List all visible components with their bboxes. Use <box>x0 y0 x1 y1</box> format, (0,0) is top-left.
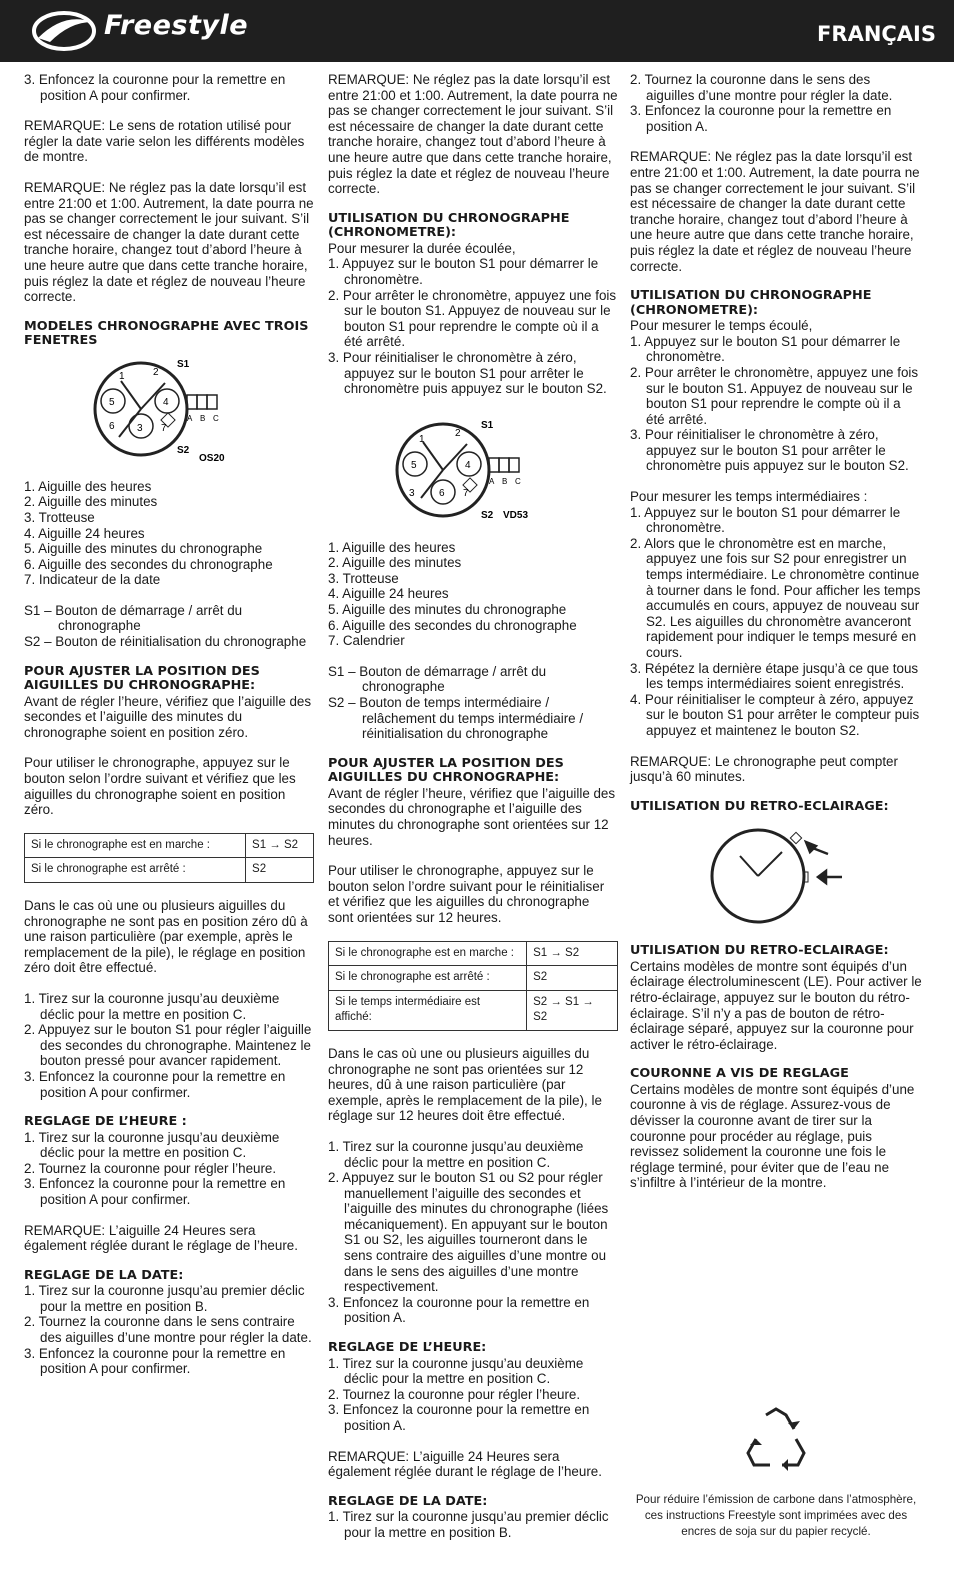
list-item: 2. Aiguille des minutes <box>24 494 158 510</box>
hand-number: 2 <box>455 427 461 439</box>
list-item: 2. Pour arrêter le chronomètre, appuyez une fois sur le bouton S1. Appuyez de nouveau sur le bouton S1 pour reprendre le compte où il a été arrêté. <box>630 364 919 427</box>
table-cell: S1 → S2 <box>527 941 618 966</box>
heading-models: MODELES CHRONOGRAPHE AVEC TROIS FENETRES <box>24 318 309 349</box>
list-item: 6. Aiguille des secondes du chronographe <box>328 617 577 633</box>
hand-number: 2 <box>153 366 159 378</box>
heading-backlight: UTILISATION DU RETRO-ECLAIRAGE: <box>630 798 889 814</box>
list-item: S2 – Bouton de réinitialisation du chronographe <box>24 634 307 650</box>
s2-label: S2 <box>177 444 190 456</box>
model-label: OS20 <box>199 452 225 464</box>
s2-label: S2 <box>481 509 494 521</box>
list-item: 2. Pour arrêter le chronomètre, appuyez une fois sur le bouton S1. Appuyez de nouveau sur le bouton S1 pour reprendre le compte où il a été arrêté. <box>328 287 617 350</box>
table-cell: Si le chronographe est arrêté : <box>25 858 246 883</box>
s1-label: S1 <box>177 358 190 370</box>
list-item: S1 – Bouton de démarrage / arrêt du chronographe <box>24 602 243 634</box>
crown-position: A <box>187 413 193 423</box>
list-item: 5. Aiguille des minutes du chronographe <box>24 541 263 557</box>
note-60: REMARQUE: Le chronographe peut compter jusqu’à 60 minutes. <box>630 753 898 785</box>
list-item: 3. Enfoncez la couronne pour la remettre en position A pour confirmer. <box>24 1345 286 1377</box>
list-item: S2 – Bouton de temps intermédiaire / relâchement du temps intermédiaire / réinitialisation du chronographe <box>328 695 584 742</box>
list-item: 4. Aiguille 24 heures <box>24 525 145 541</box>
list-item: 7. Calendrier <box>328 633 405 649</box>
paragraph: Pour mesurer les temps intermédiaires : <box>630 489 868 505</box>
note-date: REMARQUE: Ne réglez pas la date lorsqu’il est entre 21:00 et 1:00. Autrement, la date pourra ne pas se changer correctement le jour suivant. S’il est nécessaire de changer la date durant cette tranche horaire, changez tout d’abord l’heure à une heure autre que dans cette tranche horaire, puis réglez la date et réglez de nouveau l’heure correcte. <box>328 72 618 197</box>
list-item: 1. Tirez sur la couronne jusqu’au premier déclic pour la mettre en position B. <box>24 1283 305 1314</box>
list-item: S1 – Bouton de démarrage / arrêt du chronographe <box>328 663 547 695</box>
list-item: 5. Aiguille des minutes du chronographe <box>328 602 567 618</box>
list-item: 1. Aiguille des heures <box>328 539 456 555</box>
hand-number: 1 <box>419 433 425 445</box>
paragraph: Pour mesurer le temps écoulé, <box>630 318 813 334</box>
crown-position: B <box>502 476 508 486</box>
paragraph: Dans le cas où une ou plusieurs aiguilles du chronographe ne sont pas orientées sur 12 heures, dû à une raison particulière (par exemple, après le remplacement de la pile), le réglage sur 12 heures doit être effectué. <box>328 1045 602 1124</box>
page-header <box>0 0 954 62</box>
heading-date: REGLAGE DE LA DATE: <box>24 1267 184 1283</box>
recycle-icon <box>736 1405 816 1481</box>
paragraph: Certains modèles de montre sont équipés d’un éclairage électroluminescent (LE). Pour activer le rétro-éclairage, appuyez sur le bouton du rétro-éclairage. S’il n’y a pas de bouton de rétro-éclairage séparé, appuyez sur la couronne pour activer le rétro-éclairage. <box>630 958 922 1052</box>
list-item: 3. Enfoncez la couronne pour la remettre en position A pour confirmer. <box>24 72 286 103</box>
paragraph: Pour utiliser le chronographe, appuyez sur le bouton selon l’ordre suivant et vérifiez que les aiguilles du chronographe soient en position zéro. <box>24 755 296 818</box>
crown-position: B <box>200 413 206 423</box>
list-item: 1. Appuyez sur le bouton S1 pour démarrer le chronomètre. <box>630 333 901 365</box>
brand-name: Freestyle <box>104 10 249 41</box>
list-item: 1. Tirez sur la couronne jusqu’au deuxième déclic pour la mettre en position C. <box>24 1129 280 1161</box>
list-item: 3. Enfoncez la couronne pour la remettre en position A pour confirmer. <box>24 1068 286 1100</box>
column-1 <box>24 72 314 1392</box>
model-label: VD53 <box>503 509 529 521</box>
column-2 <box>328 72 618 1555</box>
s1-label: S1 <box>481 419 494 431</box>
table-cell: S1 → S2 <box>246 833 314 858</box>
list-item: 1. Appuyez sur le bouton S1 pour démarrer le chronomètre. <box>630 504 901 536</box>
backlight-watch-icon <box>696 816 856 934</box>
list-item: 2. Tournez la couronne dans le sens contraire des aiguilles d’une montre pour régler la date. <box>24 1314 312 1346</box>
hand-number: 7 <box>463 487 469 499</box>
heading-time: REGLAGE DE L’HEURE: <box>328 1340 487 1356</box>
hand-number: 1 <box>119 370 125 382</box>
paragraph: Avant de régler l’heure, vérifiez que l’aiguille des secondes et l’aiguille des minutes du chronographe soient en position zéro. <box>24 693 312 740</box>
list-item: 1. Aiguille des heures <box>24 478 152 494</box>
crown-position: C <box>515 476 521 486</box>
list-item: 1. Tirez sur la couronne jusqu’au premier déclic pour la mettre en position B. <box>328 1509 609 1540</box>
list-item: 1. Tirez sur la couronne jusqu’au deuxième déclic pour la mettre en position C. <box>328 1355 584 1387</box>
language-label: FRANÇAIS <box>817 22 936 46</box>
list-item: 3. Enfoncez la couronne pour la remettre en position A pour confirmer. <box>24 1176 286 1207</box>
hand-number: 3 <box>409 487 415 499</box>
list-item: 4. Pour réinitialiser le compteur à zéro, appuyez sur le bouton S1 pour arrêter le compteur puis appuyez et maintenez le bouton S2. <box>630 691 920 738</box>
list-item: 2. Tournez la couronne dans le sens des aiguilles d’une montre pour régler la date. <box>630 72 893 103</box>
watch-diagram-os20 <box>69 351 269 469</box>
list-item: 1. Tirez sur la couronne jusqu’au deuxième déclic pour la mettre en position C. <box>328 1138 584 1170</box>
list-item: 2. Tournez la couronne pour régler l’heure. <box>24 1160 277 1176</box>
table-cell: Si le temps intermédiaire est affiché: <box>329 990 527 1030</box>
list-item: 2. Tournez la couronne pour régler l’heure. <box>328 1386 581 1402</box>
hand-number: 5 <box>411 459 417 471</box>
list-item: 1. Tirez sur la couronne jusqu’au deuxième déclic pour la mettre en position C. <box>24 990 280 1022</box>
recycle-block <box>630 1405 922 1540</box>
note-date: REMARQUE: Ne réglez pas la date lorsqu’il est entre 21:00 et 1:00. Autrement, la date pourra ne pas se changer correctement le jour suivant. S’il est nécessaire de changer la date durant cette tranche horaire, changez tout d’abord l’heure à une heure autre que dans cette tranche horaire, puis réglez la date et réglez de nouveau l’heure correcte. <box>24 179 314 305</box>
button-order-table <box>328 941 618 1031</box>
list-item: 2. Appuyez sur le bouton S1 pour régler l’aiguille des secondes du chronographe. Maintenez le bouton pressé pour avancer rapidement. <box>24 1022 312 1069</box>
table-row <box>25 833 314 858</box>
list-item: 2. Appuyez sur le bouton S1 ou S2 pour régler manuellement l’aiguille des secondes et l’aiguille des minutes du chronographe (liées mécaniquement). En appuyant sur le bouton S1 ou S2, les aiguilles tourneront dans le sens contraire des aiguilles d’une montre ou dans le sens des aiguilles d’une montre respectivement. <box>328 1170 609 1295</box>
list-item: 4. Aiguille 24 heures <box>328 586 449 602</box>
hand-number: 6 <box>439 487 445 499</box>
list-item: 1. Appuyez sur le bouton S1 pour démarrer le chronomètre. <box>328 256 599 287</box>
paragraph: Certains modèles de montre sont équipés d’une couronne à vis de réglage. Assurez-vous de dévisser la couronne avant de tirer sur la couronne pour procéder au réglage, puis revissez solidement la couronne une fois le réglage terminé, pour éviter que de l’eau ne s’infiltre à l’intérieur de la montre. <box>630 1081 915 1191</box>
list-item: 3. Trotteuse <box>328 570 399 586</box>
table-cell: Si le chronographe est en marche : <box>25 833 246 858</box>
list-item: 3. Enfoncez la couronne pour la remettre en position A. <box>328 1402 590 1433</box>
list-item: 3. Pour réinitialiser le chronomètre à zéro, appuyez sur le bouton S1 pour arrêter le chronomètre puis appuyez sur le bouton S2. <box>630 427 909 474</box>
list-item: 2. Alors que le chronomètre est en marche, appuyez une fois sur S2 pour enregistrer un temps intermédiaire. Le chronomètre continue à tourner dans le fond. Pour afficher les temps accumulés en cours, appuyez de nouveau sur S2. Les aiguilles du chronomètre avanceront rapidement pour indiquer le temps mesuré en cours. <box>630 535 921 660</box>
table-cell: S2 <box>246 858 314 883</box>
watch-diagram-vd53 <box>363 412 583 530</box>
heading-adjust: POUR AJUSTER LA POSITION DES AIGUILLES DU CHRONOGRAPHE: <box>24 663 260 694</box>
hand-number: 4 <box>163 396 169 408</box>
paragraph: Pour utiliser le chronographe, appuyez sur le bouton selon l’ordre suivant pour le réinitialiser et vérifiez que les aiguilles du chronographe sont orientées sur 12 heures. <box>328 863 605 925</box>
table-cell: Si le chronographe est en marche : <box>329 941 527 966</box>
table-cell: Si le chronographe est arrêté : <box>329 966 527 991</box>
table-cell: S2 → S1 → S2 <box>527 990 618 1030</box>
crown-position: C <box>213 413 219 423</box>
hand-number: 6 <box>109 420 115 432</box>
footnote: Pour réduire l’émission de carbone dans l’atmosphère, ces instructions Freestyle sont imprimées avec des encres de soja sur du papier recyclé. <box>635 1493 917 1538</box>
table-row <box>329 941 618 966</box>
heading-adjust: POUR AJUSTER LA POSITION DES AIGUILLES DU CHRONOGRAPHE: <box>328 755 564 786</box>
note-rotation: REMARQUE: Le sens de rotation utilisé pour régler la date varie selon les différents modèles de montre. <box>24 118 305 165</box>
list-item: 3. Enfoncez la couronne pour la remettre en position A. <box>630 103 892 134</box>
list-item: 6. Aiguille des secondes du chronographe <box>24 556 273 572</box>
hand-number: 3 <box>137 422 143 434</box>
table-row <box>329 990 618 1030</box>
button-order-table <box>24 833 314 883</box>
heading-time: REGLAGE DE L’HEURE : <box>24 1114 187 1130</box>
heading-chrono: UTILISATION DU CHRONOGRAPHE (CHRONOMETRE): <box>328 210 570 241</box>
note-24h: REMARQUE: L’aiguille 24 Heures sera également réglée durant le réglage de l’heure. <box>328 1448 602 1480</box>
paragraph: Avant de régler l’heure, vérifiez que l’aiguille des secondes du chronographe et l’aiguille des minutes du chronographe sont orientées sur 12 heures. <box>328 785 616 848</box>
heading-screw: COURONNE A VIS DE REGLAGE <box>630 1066 849 1082</box>
list-item: 3. Répétez la dernière étape jusqu’à ce que tous les temps intermédiaires soient enregistrés. <box>630 660 919 692</box>
hand-number: 4 <box>465 459 471 471</box>
list-item: 3. Pour réinitialiser le chronomètre à zéro, appuyez sur le bouton S1 pour arrêter le chronomètre puis appuyez sur le bouton S2. <box>328 349 607 397</box>
list-item: 3. Trotteuse <box>24 509 95 525</box>
hand-number: 7 <box>161 422 167 434</box>
heading-chrono: UTILISATION DU CHRONOGRAPHE (CHRONOMETRE): <box>630 288 872 318</box>
heading-backlight-2: UTILISATION DU RETRO-ECLAIRAGE: <box>630 943 889 959</box>
list-item: 7. Indicateur de la date <box>24 572 161 588</box>
hand-number: 5 <box>109 396 115 408</box>
crown-position: A <box>489 476 495 486</box>
heading-date: REGLAGE DE LA DATE: <box>328 1493 488 1509</box>
paragraph: Pour mesurer la durée écoulée, <box>328 240 516 256</box>
table-row <box>329 966 618 991</box>
column-3 <box>630 72 922 1206</box>
table-cell: S2 <box>527 966 618 991</box>
note-24h: REMARQUE: L’aiguille 24 Heures sera également réglée durant le réglage de l’heure. <box>24 1222 298 1254</box>
note-date: REMARQUE: Ne réglez pas la date lorsqu’il est entre 21:00 et 1:00. Autrement, la date pourra ne pas se changer correctement le jour suivant. S’il est nécessaire de changer la date durant cette tranche horaire, changez tout d’abord l’heure à une heure autre que dans cette tranche horaire, puis réglez la date et réglez de nouveau l’heure correcte. <box>630 149 920 274</box>
paragraph: Dans le cas où une ou plusieurs aiguilles du chronographe ne sont pas en position zéro dû à une raison particulière (par exemple, après le remplacement de la pile), le réglage en position zéro doit être effectué. <box>24 898 308 976</box>
list-item: 2. Aiguille des minutes <box>328 555 462 571</box>
list-item: 3. Enfoncez la couronne pour la remettre en position A. <box>328 1294 590 1326</box>
table-row <box>25 858 314 883</box>
